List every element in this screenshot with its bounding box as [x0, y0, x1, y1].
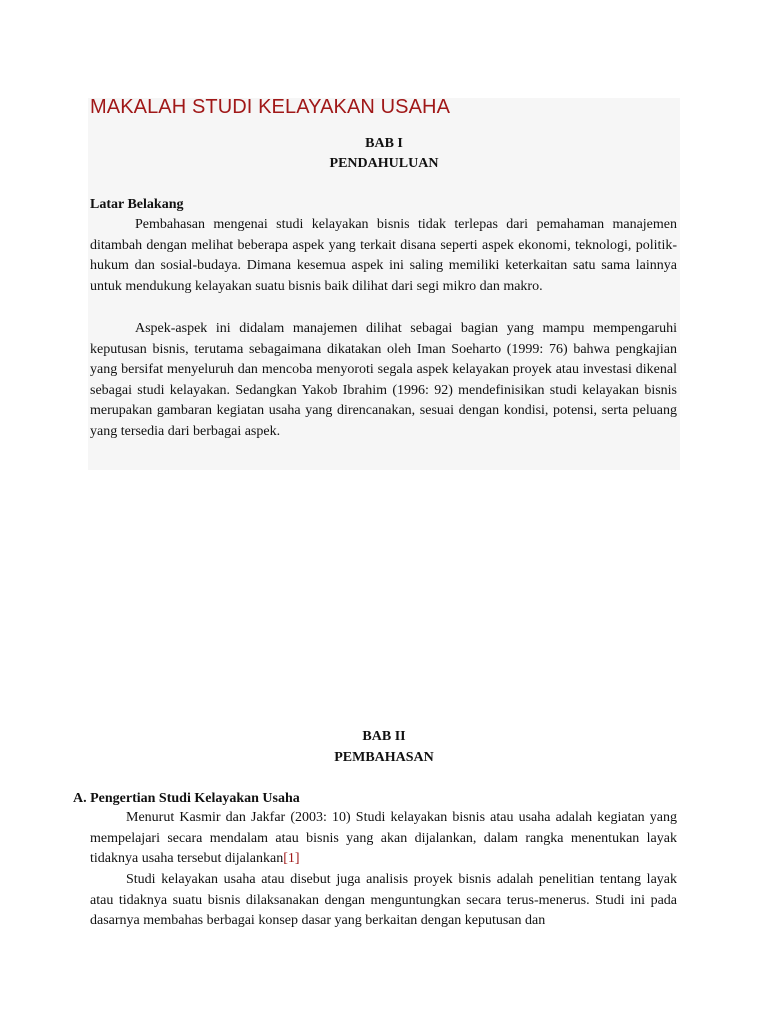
bab1-paragraph-2: Aspek-aspek ini didalam manajemen dilihat sebagai bagian yang mampu mempengaruhi keputusan bisnis, terutama sebagaimana dikatakan oleh Iman Soeharto (1999: 76) bahwa pengkajian yang bersifat menyeluruh dan mencoba menyoroti segala aspek kelayakan proyek atau investasi dikenal sebagai studi kelayakan. Sedangkan Yakob Ibrahim (1996: 92) mendefinisikan studi kelayakan bisnis merupakan gambaran kegiatan usaha yang direncanakan, sesuai dengan kondisi, potensi, serta peluang yang tersedia dari berbagai aspek.	[90, 321, 677, 439]
bab2-label: BAB II	[362, 729, 406, 744]
bab2-paragraph-1-text: Menurut Kasmir dan Jakfar (2003: 10) Studi kelayakan bisnis atau usaha adalah kegiatan yang mempelajari secara mendalam atau bisnis yang akan dijalankan, dalam rangka menentukan layak tidaknya usaha tersebut dijalankan	[90, 810, 677, 866]
bab1-heading: PENDAHULUAN	[329, 156, 439, 171]
bab2-heading: PEMBAHASAN	[334, 750, 434, 765]
footnote-link[interactable]: [1]	[283, 851, 300, 866]
bab2-paragraph-2: Studi kelayakan usaha atau disebut juga analisis proyek bisnis adalah penelitian tentang layak atau tidaknya suatu bisnis dilaksanakan dengan menguntungkan secara terus-menerus. Studi ini pada dasarnya membahas berbagai konsep dasar yang berkaitan dengan keputusan dan	[90, 872, 677, 928]
document-title: MAKALAH STUDI KELAYAKAN USAHA	[90, 96, 451, 118]
bab2-paragraph-1	[90, 808, 677, 870]
bab1-label: BAB I	[365, 136, 403, 151]
bab1-paragraph-1: Pembahasan mengenai studi kelayakan bisnis tidak terlepas dari pemahaman manajemen ditambah dengan melihat beberapa aspek yang terkait disana seperti aspek ekonomi, teknologi, politik-hukum dan sosial-budaya. Dimana kesemua aspek ini saling memiliki keterkaitan satu sama lainnya untuk mendukung kelayakan suatu bisnis baik dilihat dari segi mikro dan makro.	[90, 217, 677, 294]
section-a-heading: A. Pengertian Studi Kelayakan Usaha	[73, 791, 300, 806]
latar-belakang-heading: Latar Belakang	[90, 197, 184, 212]
